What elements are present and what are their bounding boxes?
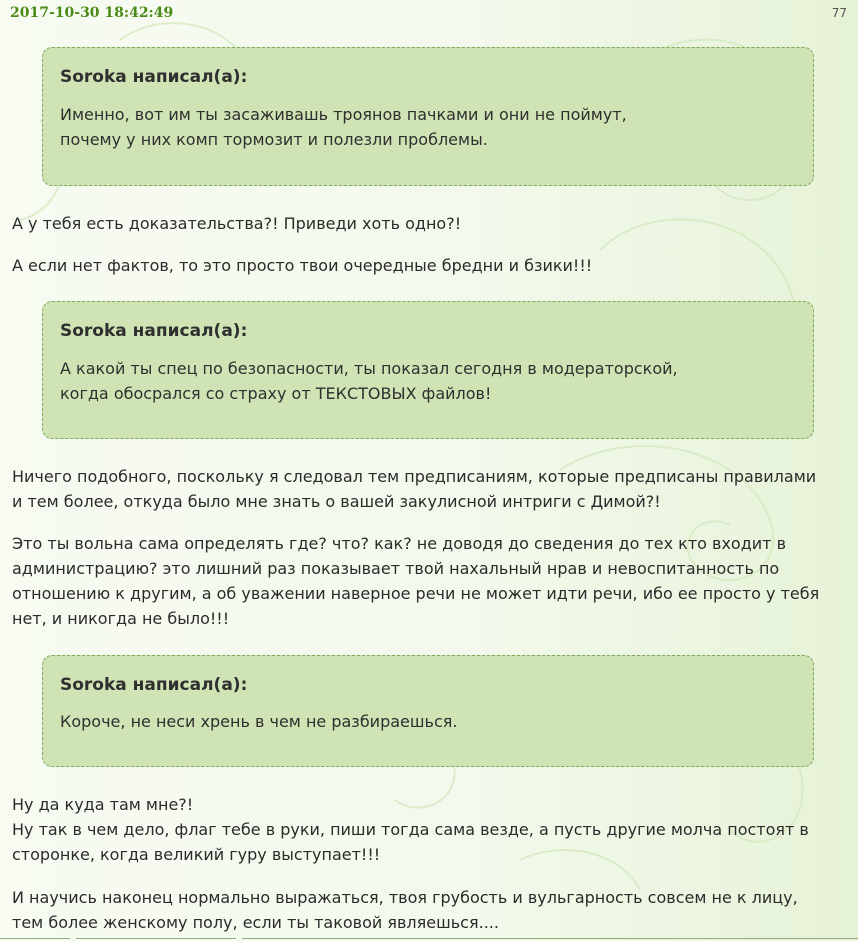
paragraph-line: сторонке, когда великий гуру выступает!!! bbox=[12, 845, 381, 864]
divider-segment bbox=[242, 938, 858, 939]
paragraph-line: отношению к другим, а об уважении наверное речи не может идти речи, ибо ее просто у тебя bbox=[12, 584, 820, 603]
post-paragraph bbox=[12, 792, 852, 867]
quote-block bbox=[42, 301, 814, 439]
quote-block bbox=[42, 655, 814, 767]
paragraph-line: А если нет фактов, то это просто твои очередные бредни и бзики!!! bbox=[12, 256, 593, 275]
post-header bbox=[0, 0, 858, 30]
paragraph-line: администрацию? это лишний раз показывает твой нахальный нрав и невоспитанность по bbox=[12, 559, 780, 578]
paragraph-line: Это ты вольна сама определять где? что? как? не доводя до сведения до тех кто входит в bbox=[12, 534, 786, 553]
quote-block bbox=[42, 47, 814, 186]
quote-line: когда обосрался со страху от ТЕКСТОВЫХ файлов! bbox=[60, 384, 492, 403]
quote-text bbox=[60, 709, 760, 734]
paragraph-line: Ну да куда там мне?! bbox=[12, 795, 194, 814]
quote-author: Soroka написал(а): bbox=[60, 675, 248, 695]
paragraph-line: нет, и никогда не было!!! bbox=[12, 609, 230, 628]
post-number-link[interactable]: 77 bbox=[831, 6, 847, 20]
post-paragraph bbox=[12, 464, 852, 514]
quote-line: А какой ты спец по безопасности, ты показал сегодня в модераторской, bbox=[60, 359, 678, 378]
quote-line: Именно, вот им ты засаживашь троянов пачками и они не поймут, bbox=[60, 105, 627, 124]
post-paragraph bbox=[12, 531, 852, 631]
paragraph-line: А у тебя есть доказательства?! Приведи хоть одно?! bbox=[12, 214, 462, 233]
post-paragraph bbox=[12, 253, 852, 278]
paragraph-line: Ну так в чем дело, флаг тебе в руки, пиши тогда сама везде, а пусть другие молча постоят в bbox=[12, 820, 809, 839]
post-footer-divider bbox=[0, 936, 858, 941]
quote-author: Soroka написал(а): bbox=[60, 321, 248, 341]
quote-line: Короче, не неси хрень в чем не разбираешься. bbox=[60, 712, 458, 731]
post-paragraph bbox=[12, 885, 852, 935]
quote-line: почему у них комп тормозит и полезли проблемы. bbox=[60, 130, 488, 149]
paragraph-line: и тем более, откуда было мне знать о вашей закулисной интриги с Димой?! bbox=[12, 492, 661, 511]
paragraph-line: И научись наконец нормально выражаться, твоя грубость и вульгарность совсем не к лицу, bbox=[12, 888, 798, 907]
paragraph-line: Ничего подобного, поскольку я следовал тем предписаниям, которые предписаны правилами bbox=[12, 467, 817, 486]
post-date: 2017-10-30 18:42:49 bbox=[10, 5, 174, 21]
post-paragraph bbox=[12, 211, 852, 236]
divider-segment bbox=[0, 938, 70, 939]
divider-segment bbox=[76, 938, 236, 939]
quote-author: Soroka написал(а): bbox=[60, 67, 248, 87]
quote-text bbox=[60, 356, 760, 406]
quote-text bbox=[60, 102, 760, 152]
paragraph-line: тем более женскому полу, если ты таковой являешься.... bbox=[12, 913, 499, 932]
